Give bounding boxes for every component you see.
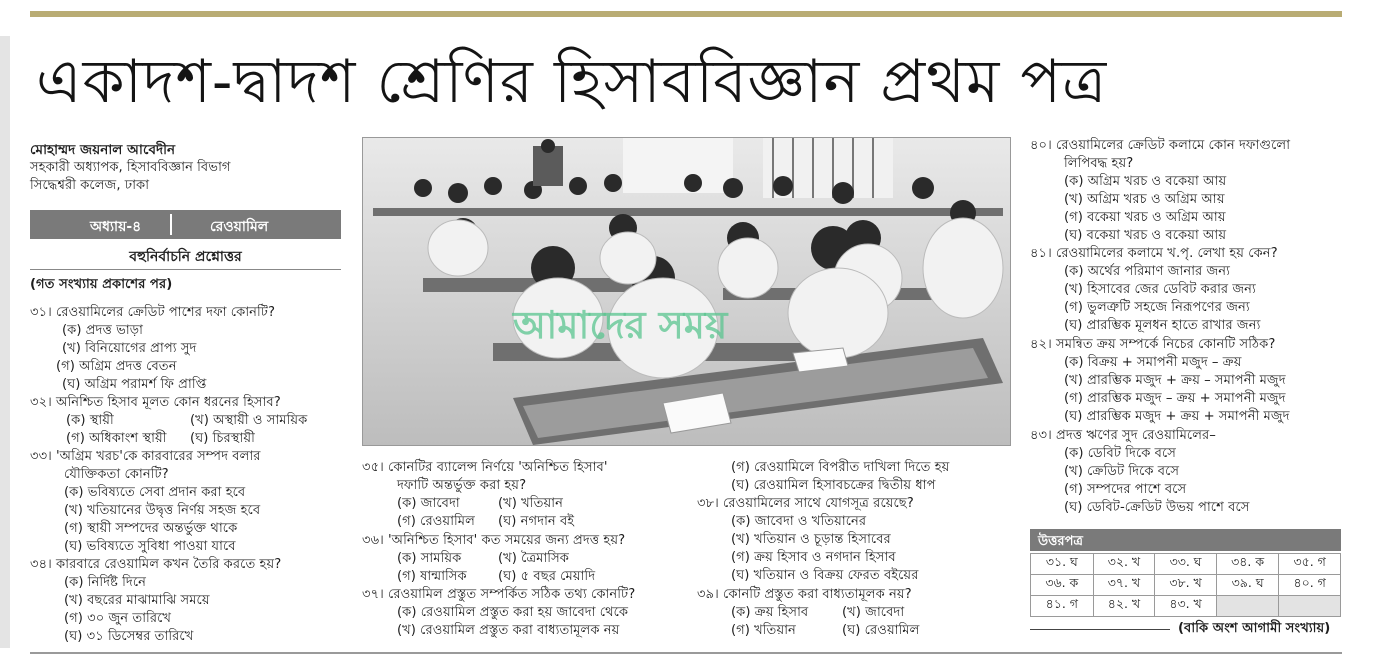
- question-42: ৪২। সমন্বিত ক্রয় সম্পর্কে নিচের কোনটি সঠিক?: [1030, 337, 1276, 352]
- author-college: সিদ্ধেশ্বরী কলেজ, ঢাকা: [30, 178, 150, 193]
- question-31: ৩১। রেওয়ামিলের ক্রেডিট পাশের দফা কোনটি?: [30, 305, 275, 320]
- chapter-divider: [170, 214, 172, 235]
- option: (ক) সাময়িক: [397, 551, 462, 566]
- answer-cell: ৩৫. গ: [1279, 554, 1341, 575]
- top-decorative-bar: [30, 11, 1342, 17]
- option: (ক) অর্থের পরিমাণ জানার জন্য: [1064, 264, 1230, 279]
- option: (ঘ) প্রারম্ভিক মূলধন হাতে রাখার জন্য: [1064, 318, 1261, 333]
- option: (গ) ক্রয় হিসাব ও নগদান হিসাব: [731, 550, 896, 565]
- chapter-number: অধ্যায়-৪: [90, 219, 142, 235]
- option: (খ) খতিয়ানের উদ্বৃত্ত নির্ণয় সহজ হবে: [64, 503, 261, 518]
- answer-cell: ৪১. গ: [1031, 596, 1094, 617]
- option: (গ) ভুলত্রুটি সহজে নিরূপণের জন্য: [1064, 300, 1250, 315]
- answer-cell: ৩১. ঘ: [1031, 554, 1094, 575]
- option: (ঘ) চিরস্থায়ী: [190, 431, 255, 446]
- option: (খ) জাবেদা: [842, 605, 905, 620]
- answer-cell: ৩৬. ক: [1031, 575, 1094, 596]
- question-43: ৪৩। প্রদত্ত ঋণের সুদ রেওয়ামিলের–: [1030, 428, 1216, 443]
- question-33-cont: যৌক্তিকতা কোনটি?: [64, 467, 169, 482]
- answer-sheet-title: উত্তরপত্র: [1038, 534, 1083, 549]
- photo-watermark: আমাদের সময়: [513, 302, 728, 347]
- option: (ক) জাবেদা: [397, 496, 460, 511]
- footer-rule: [1030, 629, 1170, 630]
- answer-cell: ৩৮. খ: [1155, 575, 1217, 596]
- option: (খ) ত্রৈমাসিক: [498, 551, 570, 566]
- section-rule: [30, 269, 341, 270]
- question-40: ৪০। রেওয়ামিলের ক্রেডিট কলামে কোন দফাগুলো: [1030, 138, 1291, 153]
- option: (খ) অগ্রিম খরচ ও অগ্রিম আয়: [1064, 192, 1225, 207]
- answer-cell: ৪৩. খ: [1155, 596, 1217, 617]
- option: (গ) সম্পদের পাশে বসে: [1064, 482, 1187, 497]
- option: (ঘ) খতিয়ান ও বিক্রয় ফেরত বইয়ের: [731, 568, 919, 583]
- photo-illustration: [363, 138, 1010, 445]
- option: (খ) বছরের মাঝামাঝি সময়ে: [64, 593, 210, 608]
- table-row: [1031, 554, 1341, 575]
- option: (খ) খতিয়ান: [498, 496, 563, 511]
- question-37: ৩৭। রেওয়ামিল প্রস্তুত সম্পর্কিত সঠিক তথ্য কোনটি?: [362, 587, 636, 602]
- section-title: বহুনির্বাচনি প্রশ্নোত্তর: [129, 249, 242, 265]
- answer-cell-empty: [1216, 596, 1279, 617]
- author-name: মোহাম্মদ জয়নাল আবেদীন: [30, 142, 176, 158]
- option: (ক) স্থায়ী: [66, 413, 114, 428]
- question-36: ৩৬। 'অনিশ্চিত হিসাব' কত সময়ের জন্য প্রদত্ত হয়?: [362, 533, 626, 548]
- option: (গ) অগ্রিম প্রদত্ত বেতন: [56, 359, 177, 374]
- question-38: ৩৮। রেওয়ামিলের সাথে যোগসূত্র রয়েছে?: [697, 496, 914, 511]
- option: (ঘ) ৩১ ডিসেম্বর তারিখে: [64, 629, 194, 644]
- answer-cell: ৩৪. ক: [1216, 554, 1279, 575]
- option: (খ) খতিয়ান ও চূড়ান্ত হিসাবের: [731, 532, 891, 547]
- option: (ঘ) বকেয়া খরচ ও বকেয়া আয়: [1064, 228, 1227, 243]
- option: (ঘ) অগ্রিম পরামর্শ ফি প্রাপ্তি: [62, 377, 207, 392]
- question-39: ৩৯। কোনটি প্রস্তুত করা বাধ্যতামূলক নয়?: [697, 587, 912, 602]
- bottom-rule: [30, 652, 1342, 654]
- option: (গ) রেওয়ামিলে বিপরীত দাখিলা দিতে হয়: [731, 460, 950, 475]
- option: (গ) খতিয়ান: [731, 623, 796, 638]
- option: (ক) প্রদত্ত ভাড়া: [62, 323, 143, 338]
- option: (খ) রেওয়ামিল প্রস্তুত করা বাধ্যতামূলক নয়: [397, 623, 620, 638]
- question-33: ৩৩। 'অগ্রিম খরচ'কে কারবারের সম্পদ বলার: [30, 449, 261, 464]
- question-40-cont: লিপিবদ্ধ হয়?: [1064, 156, 1134, 171]
- chapter-banner: [30, 210, 341, 239]
- table-row: [1031, 575, 1341, 596]
- option: (গ) অধিকাংশ স্থায়ী: [66, 431, 167, 446]
- answer-cell: ৪০. গ: [1279, 575, 1341, 596]
- answer-cell: ৪২. খ: [1093, 596, 1155, 617]
- chapter-name: রেওয়ামিল: [210, 219, 269, 235]
- continuation-note: (গত সংখ্যায় প্রকাশের পর): [30, 277, 173, 292]
- left-margin-strip: [0, 36, 10, 648]
- option: (ঘ) রেওয়ামিল: [842, 623, 920, 638]
- answer-cell: ৩৭. খ: [1093, 575, 1155, 596]
- option: (গ) স্থায়ী সম্পদের অন্তর্ভুক্ত থাকে: [64, 521, 238, 536]
- option: (গ) ৩০ জুন তারিখে: [64, 611, 172, 626]
- option: (ক) নির্দিষ্ট দিনে: [64, 575, 147, 590]
- option: (ঘ) ভবিষ্যতে সুবিধা পাওয়া যাবে: [64, 539, 236, 554]
- answer-table: [1030, 553, 1341, 617]
- answer-cell: ৩৯. ঘ: [1216, 575, 1279, 596]
- classroom-exam-photo: [362, 137, 1011, 446]
- option: (ক) ভবিষ্যতে সেবা প্রদান করা হবে: [64, 485, 246, 500]
- option: (খ) হিসাবের জের ডেবিট করার জন্য: [1064, 282, 1256, 297]
- option: (ক) ডেবিট দিকে বসে: [1064, 446, 1177, 461]
- option: (ঘ) রেওয়ামিল হিসাবচক্রের দ্বিতীয় ধাপ: [731, 478, 936, 493]
- option: (ঘ) ৫ বছর মেয়াদি: [498, 569, 596, 584]
- question-35-cont: দফাটি অন্তর্ভুক্ত করা হয়?: [397, 478, 527, 493]
- question-35: ৩৫। কোনটির ব্যালেন্স নির্ণয়ে 'অনিশ্চিত হিসাব': [362, 460, 608, 475]
- option: (খ) অস্থায়ী ও সাময়িক: [190, 413, 308, 428]
- option: (ক) জাবেদা ও খতিয়ানের: [731, 514, 867, 529]
- option: (ক) অগ্রিম খরচ ও বকেয়া আয়: [1064, 174, 1227, 189]
- page-title: একাদশ-দ্বাদশ শ্রেণির হিসাববিজ্ঞান প্রথম পত্র: [36, 47, 1108, 117]
- option: (গ) বকেয়া খরচ ও অগ্রিম আয়: [1064, 210, 1226, 225]
- question-41: ৪১। রেওয়ামিলের কলামে খ.পৃ. লেখা হয় কেন?: [1030, 246, 1278, 261]
- option: (ঘ) প্রারম্ভিক মজুদ + ক্রয় + সমাপনী মজুদ: [1064, 409, 1290, 424]
- option: (খ) প্রারম্ভিক মজুদ + ক্রয় – সমাপনী মজুদ: [1064, 373, 1286, 388]
- answer-cell: ৩২. খ: [1093, 554, 1155, 575]
- option: (ক) বিক্রয় + সমাপনী মজুদ – ক্রয়: [1064, 355, 1242, 370]
- question-34: ৩৪। কারবারে রেওয়ামিল কখন তৈরি করতে হয়?: [30, 557, 282, 572]
- option: (ক) রেওয়ামিল প্রস্তুত করা হয় জাবেদা থেকে: [397, 605, 629, 620]
- option: (খ) ক্রেডিট দিকে বসে: [1064, 464, 1180, 479]
- option: (ক) ক্রয় হিসাব: [731, 605, 809, 620]
- option: (ঘ) ডেবিট-ক্রেডিট উভয় পাশে বসে: [1064, 500, 1250, 515]
- continued-note: (বাকি অংশ আগামী সংখ্যায়): [1178, 621, 1331, 636]
- table-row: [1031, 596, 1341, 617]
- answer-cell-empty: [1279, 596, 1341, 617]
- option: (গ) রেওয়ামিল: [397, 514, 475, 529]
- question-32: ৩২। অনিশ্চিত হিসাব মূলত কোন ধরনের হিসাব?: [30, 395, 281, 410]
- answer-sheet-header: [1030, 529, 1341, 551]
- answer-cell: ৩৩. ঘ: [1155, 554, 1217, 575]
- option: (গ) ষান্মাসিক: [397, 569, 467, 584]
- option: (খ) বিনিয়োগের প্রাপ্য সুদ: [62, 341, 197, 356]
- author-designation: সহকারী অধ্যাপক, হিসাববিজ্ঞান বিভাগ: [30, 160, 231, 175]
- option: (গ) প্রারম্ভিক মজুদ – ক্রয় + সমাপনী মজুদ: [1064, 391, 1286, 406]
- option: (ঘ) নগদান বই: [498, 514, 575, 529]
